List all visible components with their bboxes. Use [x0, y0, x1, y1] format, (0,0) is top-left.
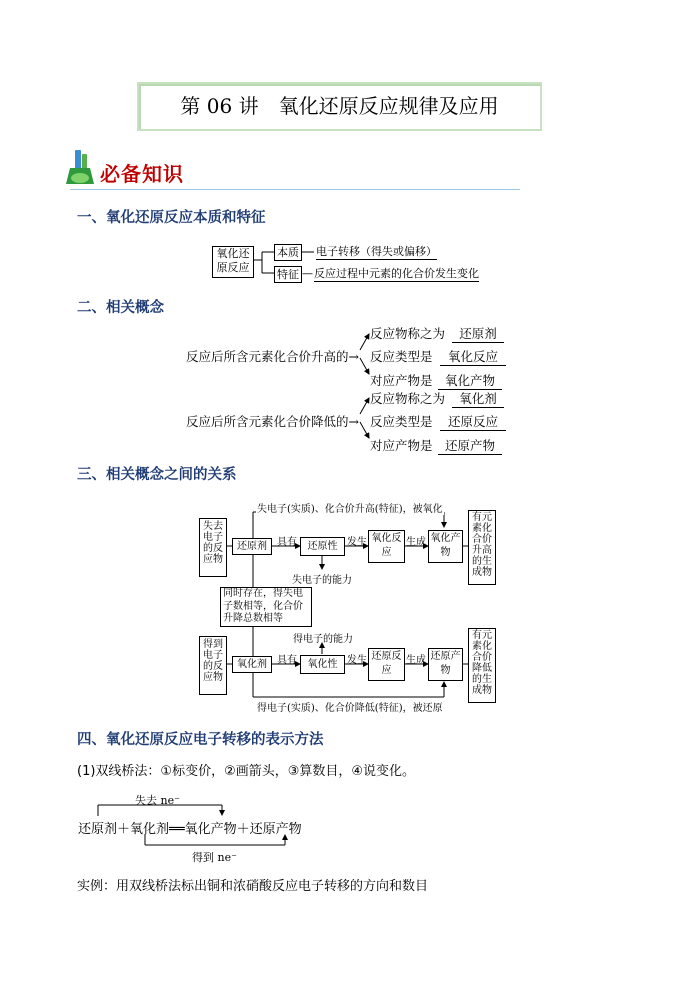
up-row-1-answer: 还原剂: [452, 324, 504, 343]
up-row-2-label: 反应类型是: [370, 349, 433, 364]
banner-label: 必备知识: [100, 162, 184, 186]
double-bridge-intro: (1)双线桥法：①标变价，②画箭头，③算数目，④说变化。: [77, 764, 416, 779]
nature-label: 本质: [277, 246, 299, 259]
feature-text: 反应过程中元素的化合价发生变化: [314, 267, 479, 280]
redox-root-box: [212, 246, 254, 278]
down-lead: 反应后所含元素化合价降低的→: [186, 414, 359, 429]
top-chain-oxproduct: 氧化产物: [428, 530, 463, 563]
left-bottom-text: 得到电子的反应物: [203, 639, 223, 683]
gain-ability-label: 得电子的能力: [293, 634, 353, 645]
flask-icon: [66, 148, 96, 186]
nature-box: [274, 244, 302, 261]
bottom-outline-label: 得电子(实质)、化合价降低(特征)，被还原: [256, 699, 444, 714]
top-outline-label: 失电子(实质)、化合价升高(特征)，被氧化: [256, 500, 444, 515]
feature-dash: —: [302, 267, 313, 280]
gain-electrons-label: 得到 ne⁻: [192, 851, 237, 864]
middle-note-text: 同时存在，得失电子数相等，化合价升降总数相等: [223, 588, 303, 624]
lose-ability-label: 失电子的能力: [292, 575, 352, 586]
example-text: 实例：用双线桥法标出铜和浓硝酸反应电子转移的方向和数目: [77, 879, 429, 894]
up-row-3-label: 对应产物是: [370, 373, 433, 388]
down-row-2-label: 反应类型是: [370, 414, 433, 429]
section-heading-2: 二、相关概念: [77, 300, 164, 316]
bottom-chain-reduction: 还原反应: [368, 648, 405, 681]
half-equation: 还原剂＋氧化剂══氧化产物＋还原产物: [78, 822, 302, 837]
top-verb-produce: 生成: [406, 537, 426, 548]
up-row-1-label: 反应物称之为: [370, 326, 446, 341]
section-heading-1: 一、氧化还原反应本质和特征: [77, 210, 266, 226]
feature-box: [274, 266, 302, 283]
feature-label: 特征: [277, 268, 299, 281]
nature-text: 电子转移（得失或偏移）: [316, 245, 437, 258]
bottom-verb-occur: 发生: [347, 655, 367, 666]
bottom-verb-have: 具有: [277, 655, 297, 666]
middle-note-box: [220, 587, 312, 627]
down-row-1-answer: 氧化剂: [452, 389, 504, 408]
up-row-2-answer: 氧化反应: [440, 347, 506, 366]
left-bottom-box: [199, 636, 227, 695]
top-chain-reducibility: 还原性: [300, 537, 345, 556]
top-chain-oxidation: 氧化反应: [368, 530, 405, 563]
banner-divider: [70, 189, 520, 190]
right-bottom-box: [468, 628, 496, 703]
section-heading-3: 三、相关概念之间的关系: [77, 467, 237, 483]
bottom-chain-oxidant: 氧化剂: [232, 656, 272, 673]
up-row-3-answer: 氧化产物: [438, 371, 502, 390]
concept-arrows: [0, 0, 696, 460]
bottom-chain-oxidizability: 氧化性: [300, 655, 345, 674]
down-row-3-answer: 还原产物: [438, 436, 502, 455]
down-row-2-answer: 还原反应: [440, 412, 506, 431]
top-verb-have: 具有: [277, 537, 297, 548]
right-top-text: 有元素化合价升高的生成物: [472, 512, 492, 578]
lose-electrons-label: 失去 ne⁻: [135, 794, 180, 807]
bottom-chain-redproduct: 还原产物: [428, 648, 463, 681]
top-verb-occur: 发生: [347, 537, 367, 548]
bottom-verb-produce: 生成: [406, 655, 426, 666]
left-top-text: 失去电子的反应物: [203, 521, 223, 565]
down-row-1-label: 反应物称之为: [370, 391, 446, 406]
up-lead: 反应后所含元素化合价升高的→: [186, 349, 359, 364]
top-chain-reducer: 还原剂: [232, 538, 272, 555]
left-top-box: [199, 518, 227, 577]
right-top-box: [468, 510, 496, 585]
redox-root-label: 氧化还原反应: [216, 247, 250, 274]
right-bottom-text: 有元素化合价降低的生成物: [472, 630, 492, 696]
section-heading-4: 四、氧化还原反应电子转移的表示方法: [77, 732, 324, 748]
down-row-3-label: 对应产物是: [370, 438, 433, 453]
page-title: 第 06 讲 氧化还原反应规律及应用: [180, 94, 499, 118]
